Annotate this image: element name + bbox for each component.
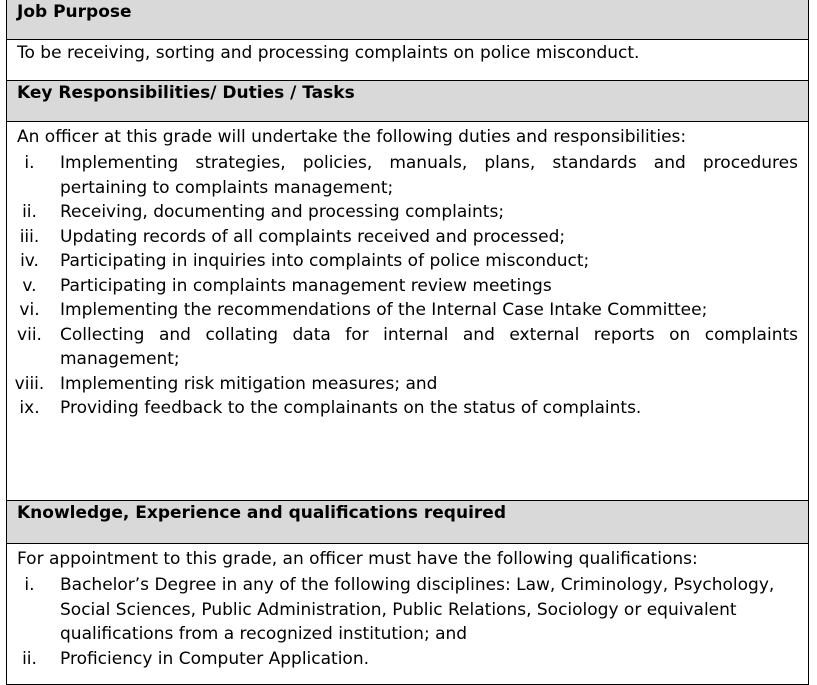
list-text: Updating records of all complaints received and processed; (60, 226, 566, 247)
list-text: Collecting and collating data for internal and external reports on complaints management; (60, 324, 798, 369)
responsibilities-section (6, 122, 809, 501)
job-purpose-text: To be receiving, sorting and processing complaints on police misconduct. (6, 40, 809, 81)
list-number: ix. (19, 398, 40, 418)
list-text: Proficiency in Computer Application. (60, 648, 369, 669)
qualifications-section (6, 544, 809, 685)
list-number: vi. (19, 300, 40, 320)
responsibilities-heading: Key Responsibilities/ Duties / Tasks (6, 81, 809, 122)
list-text: Bachelor’s Degree in any of the following disciplines: Law, Criminology, Psychology, Social Sciences, Public Administration, Public Relations, Sociology or equivalent qualifications from a recognized institution; and (60, 575, 775, 644)
list-text: Providing feedback to the complainants on the status of complaints. (60, 398, 642, 418)
list-item (7, 396, 808, 421)
qualifications-intro: For appointment to this grade, an officer must have the following qualifications: (17, 549, 698, 569)
list-item (7, 573, 808, 647)
list-text: Implementing the recommendations of the Internal Case Intake Committee; (60, 300, 708, 320)
list-item (7, 372, 808, 397)
list-text: Receiving, documenting and processing complaints; (60, 202, 505, 222)
list-number: ii. (22, 648, 37, 669)
list-number: i. (24, 575, 35, 595)
job-description-table (6, 0, 809, 685)
list-item (7, 225, 808, 250)
responsibilities-intro: An officer at this grade will undertake the following duties and responsibilities: (17, 127, 687, 147)
qualifications-list (7, 573, 808, 671)
list-item (7, 249, 808, 274)
list-text: Participating in inquiries into complaints of police misconduct; (60, 251, 590, 271)
list-number: ii. (22, 202, 37, 222)
list-item (7, 298, 808, 323)
list-number: v. (22, 275, 37, 296)
list-text: Implementing risk mitigation measures; and (60, 373, 438, 394)
list-number: iii. (19, 226, 40, 247)
list-number: viii. (14, 373, 45, 394)
list-text: Participating in complaints management review meetings (60, 275, 552, 296)
list-item (7, 647, 808, 672)
list-number: vii. (17, 324, 42, 345)
job-purpose-heading: Job Purpose (6, 0, 809, 40)
list-number: i. (24, 153, 35, 173)
list-item (7, 200, 808, 225)
list-item (7, 274, 808, 299)
qualifications-heading: Knowledge, Experience and qualifications required (6, 501, 809, 544)
list-item (7, 323, 808, 372)
list-number: iv. (20, 251, 39, 271)
responsibilities-list (7, 151, 808, 421)
list-text: Implementing strategies, policies, manuals, plans, standards and procedures pertaining to complaints management; (60, 153, 798, 198)
list-item (7, 151, 808, 200)
